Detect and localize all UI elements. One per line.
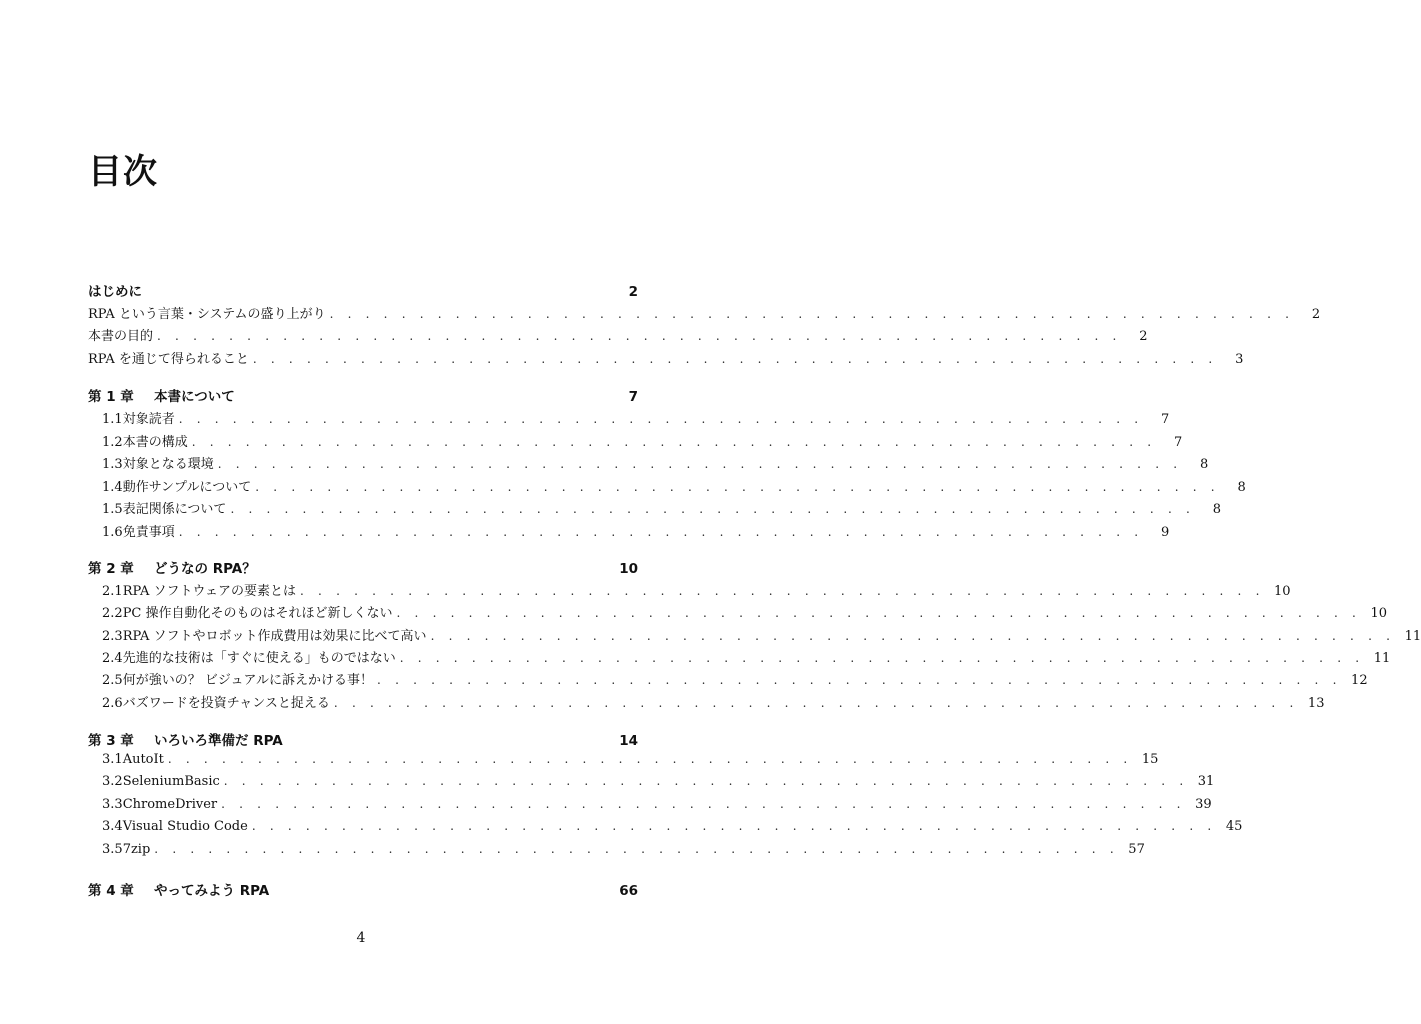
toc-page-number: 12 [1351, 673, 1368, 688]
toc-page-number: 15 [1141, 752, 1159, 767]
dot-leader: . . . . . . . . . . . . . . . . . . . . . . . . . . . . . . . . . . . . . . . . . . . . . . . . . . . . . . [154, 842, 1119, 856]
toc-page-number: 7 [1160, 412, 1170, 427]
toc-page-number: 39 [1195, 797, 1212, 812]
toc-section[interactable] [88, 669, 1368, 689]
toc-section[interactable] [88, 752, 1159, 772]
section-number: 2.4 [102, 651, 123, 666]
section-title: 本書の構成 [122, 435, 188, 450]
dot-leader: . . . . . . . . . . . . . . . . . . . . . . . . . . . . . . . . . . . . . . . . . . . . . . . . . . . . . . [191, 435, 1157, 449]
dot-leader: . . . . . . . . . . . . . . . . . . . . . . . . . . . . . . . . . . . . . . . . . . . . . . . . . . . . . . [217, 457, 1183, 471]
toc-page-number: 31 [1197, 774, 1215, 789]
section-title: PC 操作自動化そのものはそれほど新しくない [122, 606, 393, 621]
toc-page-number: 2 [1139, 329, 1148, 344]
page-number-footer: 4 [356, 930, 366, 946]
section-number: 1.1 [102, 412, 123, 427]
toc-page-number: 2 [628, 284, 638, 300]
toc-page-number: 8 [1199, 457, 1209, 472]
toc-section[interactable] [88, 580, 1291, 600]
section-number: 1.5 [102, 502, 123, 517]
dot-leader: . . . . . . . . . . . . . . . . . . . . . . . . . . . . . . . . . . . . . . . . . . . . . . . . . . . . . . [230, 502, 1195, 516]
section-title: 表記関係について [122, 502, 227, 517]
section-title: RPA ソフトやロボット作成費用は効果に比べて高い [122, 629, 427, 644]
section-number: 1.6 [102, 525, 123, 540]
dot-leader: . . . . . . . . . . . . . . . . . . . . . . . . . . . . . . . . . . . . . . . . . . . . . . . . . . . . . . [430, 629, 1396, 643]
toc-page-number: 10 [1274, 584, 1291, 599]
section-number: 1.4 [102, 480, 123, 495]
toc-entry[interactable] [88, 348, 1244, 368]
section-title: 何が強いの？ ビジュアルに訴えかける事！ [122, 673, 374, 688]
section-title: AutoIt [122, 752, 164, 767]
section-number: 3.5 [102, 842, 123, 857]
dot-leader: . . . . . . . . . . . . . . . . . . . . . . . . . . . . . . . . . . . . . . . . . . . . . . . . . . . . . . [329, 307, 1295, 321]
section-title: Visual Studio Code [122, 819, 248, 834]
toc-section[interactable] [88, 774, 1215, 794]
toc-chapter-4[interactable] [88, 879, 638, 899]
section-number: 2.1 [102, 584, 123, 599]
toc-section[interactable] [88, 797, 1212, 817]
toc-section[interactable] [88, 625, 1421, 645]
toc-section[interactable] [88, 842, 1145, 862]
toc-section[interactable] [88, 819, 1243, 839]
toc-section[interactable] [88, 602, 1388, 622]
dot-leader: . . . . . . . . . . . . . . . . . . . . . . . . . . . . . . . . . . . . . . . . . . . . . . . . . . . . . . [157, 329, 1122, 343]
dot-leader: . . . . . . . . . . . . . . . . . . . . . . . . . . . . . . . . . . . . . . . . . . . . . . . . . . . . . . [333, 696, 1299, 710]
section-title: 免責事項 [122, 525, 175, 540]
section-title: ChromeDriver [122, 797, 218, 812]
toc-page-number: 2 [1311, 307, 1321, 322]
toc-page-number: 3 [1235, 352, 1244, 367]
toc-page-number: 9 [1160, 525, 1170, 540]
dot-leader: . . . . . . . . . . . . . . . . . . . . . . . . . . . . . . . . . . . . . . . . . . . . . . . . . . . . . . [396, 606, 1362, 620]
section-title: 7zip [122, 842, 151, 857]
dot-leader: . . . . . . . . . . . . . . . . . . . . . . . . . . . . . . . . . . . . . . . . . . . . . . . . . . . . . . [178, 412, 1144, 426]
toc-page-number: 10 [619, 561, 638, 577]
toc-page-number: 11 [1404, 629, 1421, 644]
toc-page-number: 8 [1212, 502, 1221, 517]
dot-leader: . . . . . . . . . . . . . . . . . . . . . . . . . . . . . . . . . . . . . . . . . . . . . . . . . . . . . . [255, 480, 1220, 494]
toc-section[interactable] [88, 692, 1325, 712]
section-number: 3.1 [102, 752, 123, 767]
section-number: 1.2 [102, 435, 123, 450]
section-number: 3.2 [102, 774, 123, 789]
dot-leader: . . . . . . . . . . . . . . . . . . . . . . . . . . . . . . . . . . . . . . . . . . . . . . . . . . . . . . [300, 584, 1265, 598]
toc-page-number: 45 [1225, 819, 1243, 834]
toc-page-number: 10 [1370, 606, 1388, 621]
page-title: 目次 [88, 152, 158, 192]
toc-section[interactable] [88, 498, 1221, 518]
toc-page-number: 13 [1307, 696, 1325, 711]
toc-section[interactable] [88, 431, 1183, 451]
toc-page-number: 14 [619, 733, 638, 749]
toc-entry[interactable] [88, 325, 1148, 345]
section-title: 対象となる環境 [122, 457, 214, 472]
toc-heading-title: はじめに [88, 284, 142, 300]
toc-section[interactable] [88, 647, 1391, 667]
toc-page-number: 8 [1237, 480, 1246, 495]
section-number: 3.4 [102, 819, 123, 834]
dot-leader: . . . . . . . . . . . . . . . . . . . . . . . . . . . . . . . . . . . . . . . . . . . . . . . . . . . . . . [167, 752, 1133, 766]
dot-leader: . . . . . . . . . . . . . . . . . . . . . . . . . . . . . . . . . . . . . . . . . . . . . . . . . . . . . . [221, 797, 1186, 811]
dot-leader: . . . . . . . . . . . . . . . . . . . . . . . . . . . . . . . . . . . . . . . . . . . . . . . . . . . . . . [252, 352, 1218, 366]
chapter-title: どうなの RPA？ [154, 561, 256, 577]
toc-chapter-2[interactable] [88, 557, 638, 577]
toc-chapter-1[interactable] [88, 385, 638, 405]
toc-entry-title: 本書の目的 [88, 329, 154, 344]
toc-section[interactable] [88, 453, 1209, 473]
chapter-number: 第 1 章 [88, 389, 134, 405]
toc-page-number: 7 [628, 389, 638, 405]
toc-chapter-3[interactable] [88, 729, 638, 749]
section-title: 動作サンプルについて [122, 480, 252, 495]
toc-page-number: 57 [1128, 842, 1145, 857]
section-number: 1.3 [102, 457, 123, 472]
section-number: 3.3 [102, 797, 123, 812]
dot-leader: . . . . . . . . . . . . . . . . . . . . . . . . . . . . . . . . . . . . . . . . . . . . . . . . . . . . . . [223, 774, 1189, 788]
section-title: バズワードを投資チャンスと捉える [122, 696, 330, 711]
toc-page-number: 66 [619, 883, 638, 899]
toc-entry-title: RPA を通じて得られること [88, 352, 249, 367]
section-title: RPA ソフトウェアの要素とは [122, 584, 297, 599]
section-title: SeleniumBasic [122, 774, 220, 789]
chapter-number: 第 2 章 [88, 561, 134, 577]
toc-page-number: 11 [1373, 651, 1391, 666]
toc-entry[interactable] [88, 303, 1321, 323]
section-number: 2.3 [102, 629, 123, 644]
dot-leader: . . . . . . . . . . . . . . . . . . . . . . . . . . . . . . . . . . . . . . . . . . . . . . . . . . . . . . [251, 819, 1217, 833]
toc-section[interactable] [88, 476, 1246, 496]
chapter-number: 第 4 章 [88, 883, 134, 899]
section-number: 2.5 [102, 673, 123, 688]
chapter-title: 本書について [154, 389, 235, 405]
toc-section[interactable] [88, 521, 1170, 541]
section-number: 2.2 [102, 606, 123, 621]
dot-leader: . . . . . . . . . . . . . . . . . . . . . . . . . . . . . . . . . . . . . . . . . . . . . . . . . . . . . . [399, 651, 1365, 665]
toc-intro-heading[interactable] [88, 280, 638, 300]
chapter-title: やってみよう RPA [154, 883, 270, 899]
section-title: 対象読者 [122, 412, 175, 427]
section-number: 2.6 [102, 696, 123, 711]
toc-section[interactable] [88, 408, 1170, 428]
chapter-number: 第 3 章 [88, 733, 134, 749]
dot-leader: . . . . . . . . . . . . . . . . . . . . . . . . . . . . . . . . . . . . . . . . . . . . . . . . . . . . . . [377, 673, 1342, 687]
dot-leader: . . . . . . . . . . . . . . . . . . . . . . . . . . . . . . . . . . . . . . . . . . . . . . . . . . . . . . [178, 525, 1144, 539]
chapter-title: いろいろ準備だ RPA [154, 733, 283, 749]
toc-page-number: 7 [1173, 435, 1183, 450]
toc-entry-title: RPA という言葉・システムの盛り上がり [88, 307, 326, 322]
section-title: 先進的な技術は「すぐに使える」ものではない [122, 651, 396, 666]
